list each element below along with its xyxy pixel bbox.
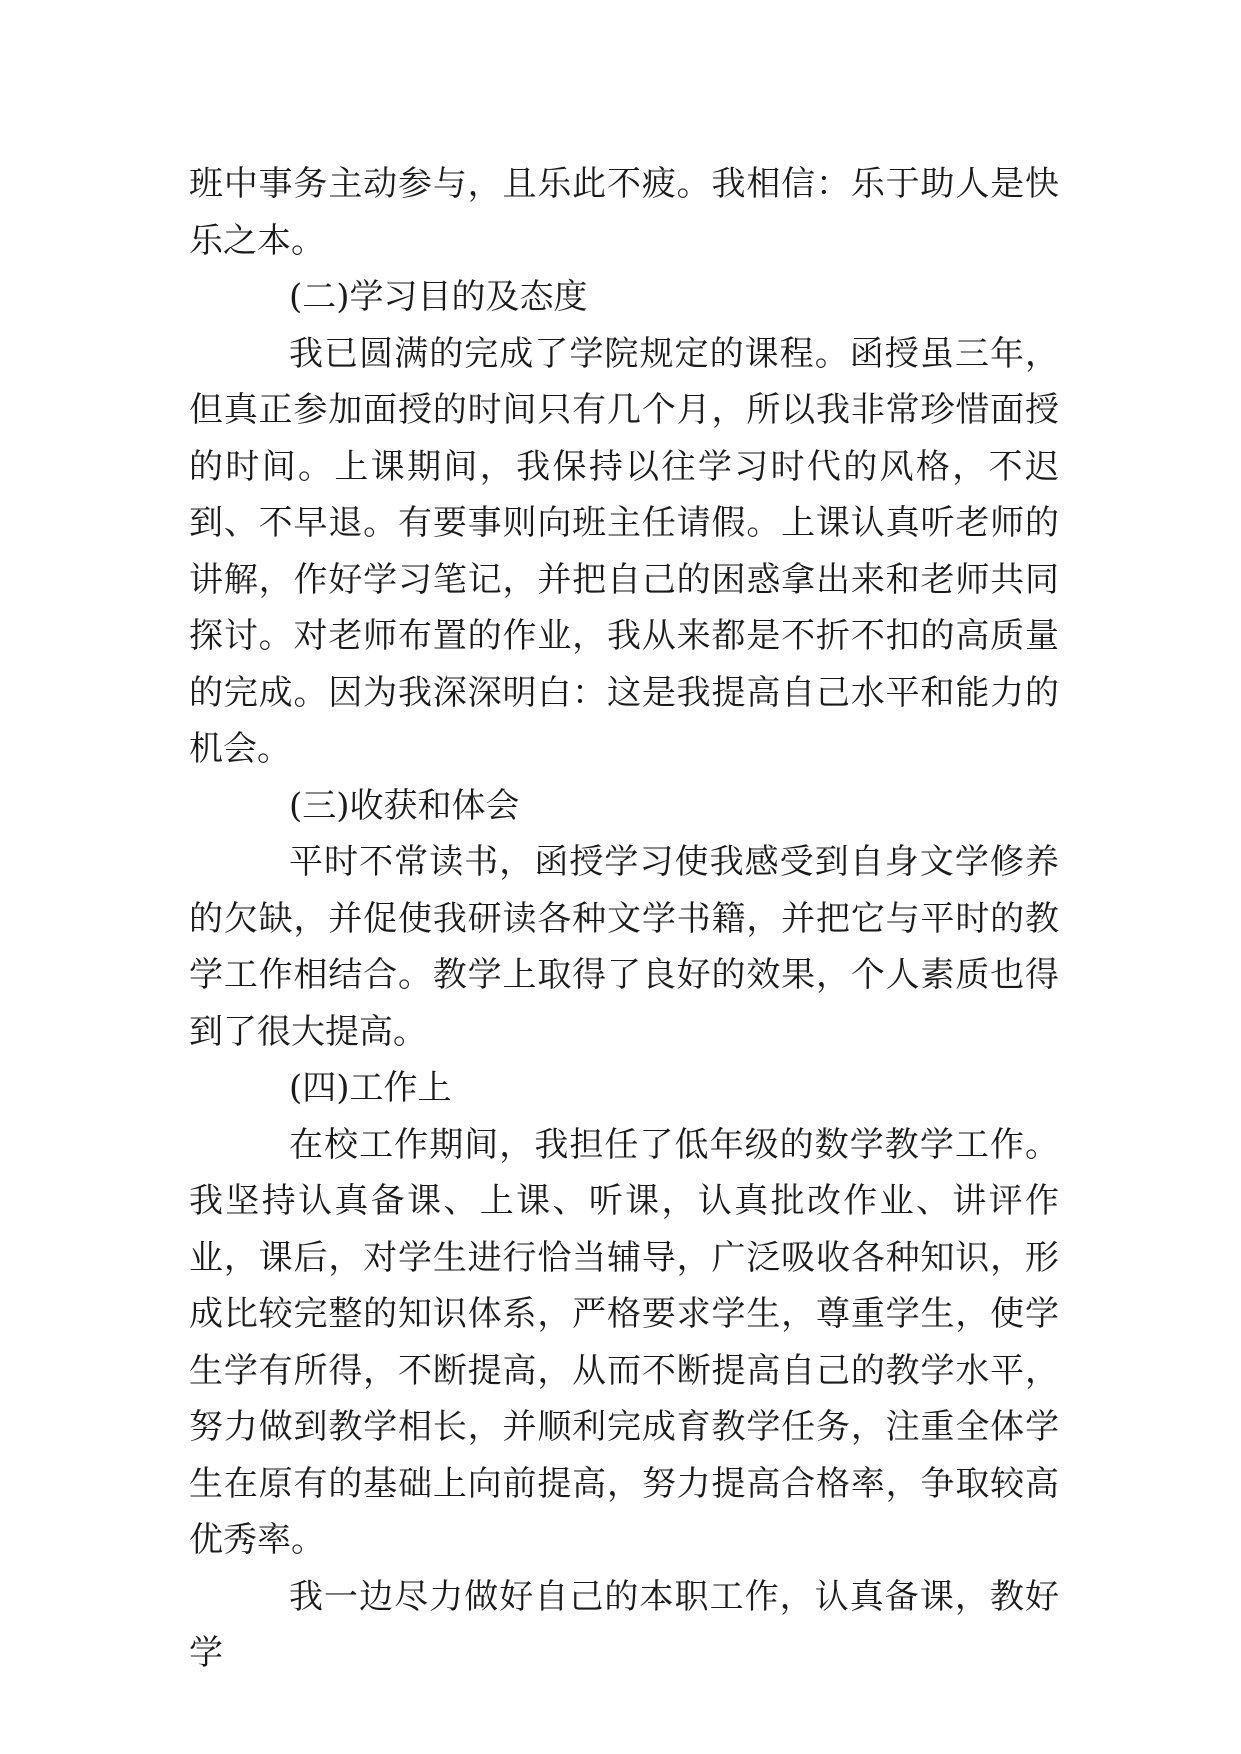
document-body (189, 156, 1059, 1682)
section-heading-gains: (三)收获和体会 (289, 785, 520, 826)
paragraph-learning-attitude: 我已圆满的完成了学院规定的课程。函授虽三年，但真正参加面授的时间只有几个月，所以我非常珍惜面授的时间。上课期间，我保持以往学习时代的风格，不迟到、不早退。有要事则向班主任请假。上课认真听老师的讲解，作好学习笔记，并把自己的困惑拿出来和老师共同探讨。对老师布置的作业，我从来都是不折不扣的高质量的完成。因为我深深明白：这是我提高自己水平和能力的机会。 (189, 333, 1059, 769)
section-heading-learning-goals: (二)学习目的及态度 (289, 277, 588, 317)
paragraph-work: 在校工作期间，我担任了低年级的数学教学工作。我坚持认真备课、上课、听课，认真批改作业、讲评作业，课后，对学生进行恰当辅导，广泛吸收各种知识，形成比较完整的知识体系，严格要求学生，尊重学生，使学生学有所得，不断提高，从而不断提高自己的教学水平，努力做到教学相长，并顺利完成育教学任务，注重全体学生在原有的基础上向前提高，努力提高合格率，争取较高优秀率。 (189, 1124, 1059, 1560)
paragraph-gains: 平时不常读书，函授学习使我感受到自身文学修养的欠缺，并促使我研读各种文学书籍，并把它与平时的教学工作相结合。教学上取得了良好的效果，个人素质也得到了很大提高。 (189, 842, 1059, 1052)
paragraph-continuation: 班中事务主动参与，且乐此不疲。我相信：乐于助人是快乐之本。 (189, 164, 1059, 261)
paragraph-duties: 我一边尽力做好自己的本职工作，认真备课，教好学 (189, 1576, 1059, 1673)
section-heading-work: (四)工作上 (289, 1068, 452, 1108)
